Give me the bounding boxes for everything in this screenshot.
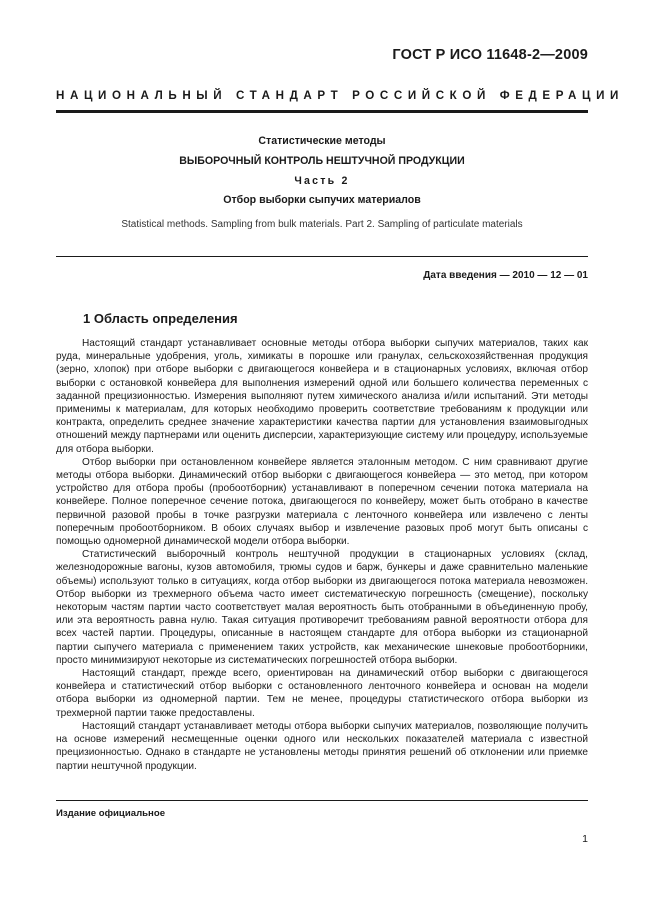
national-standard-banner: НАЦИОНАЛЬНЫЙ СТАНДАРТ РОССИЙСКОЙ ФЕДЕРАЦИИ	[56, 89, 624, 102]
title-divider	[56, 256, 588, 257]
english-title: Statistical methods. Sampling from bulk materials. Part 2. Sampling of particulate materials	[121, 219, 523, 230]
title-line-4: Отбор выборки сыпучих материалов	[223, 194, 421, 206]
introduction-date: Дата введения — 2010 — 12 — 01	[423, 270, 588, 281]
section-body	[56, 337, 588, 773]
paragraph: Отбор выборки при остановленном конвейере является эталонным методом. С ним сравнивают другие методы отбора выборки. Динамический отбор выборки с двигающегося конвейера — это метод, при котором устройство для отбора пробы (пробоотборник) устанавливают в поперечном сечении потока материала на конвейере. Полное поперечное сечение потока, двигающегося по конвейеру, может быть отобрано в качестве первичной разовой пробы в точке разгрузки материала с ленточного конвейера или извлечено с ленты поперечным пробоотборником. В обоих случаях выбор и извлечение разовых проб могут быть описаны с помощью одномерной динамической модели отбора выборки.	[56, 456, 588, 548]
footer-divider	[56, 800, 588, 801]
header-divider	[56, 110, 588, 113]
paragraph: Настоящий стандарт устанавливает основные методы отбора выборки сыпучих материалов, таких как руда, минеральные удобрения, уголь, химикаты в порошке или гранулах, сельскохозяйственная продукция (зерно, хлопок) при отборе выборки с двигающегося конвейера и в стационарных условиях, включая отбор выборки с остановкой конвейера для выполнения измерений одной или большего количества переменных с заданной прецизионностью. Измерения выполняют путем химического анализа и/или испытаний. Эти методы применимы к материалам, для которых необходимо проверить соответствие требованиям к продукции или контракта, определить среднее значение характеристики качества партии для установления взаимовыгодных отношений между партнерами или оценить дисперсии, характеризующие систему или процедуру, используемые для отбора выборки.	[56, 338, 588, 455]
title-line-1: Статистические методы	[258, 135, 386, 147]
title-part: Часть 2	[294, 175, 350, 187]
title-line-2: ВЫБОРОЧНЫЙ КОНТРОЛЬ НЕШТУЧНОЙ ПРОДУКЦИИ	[179, 155, 465, 167]
edition-label: Издание официальное	[56, 808, 166, 819]
page-number: 1	[582, 833, 588, 845]
paragraph: Настоящий стандарт, прежде всего, ориентирован на динамический отбор выборки с двигающегося конвейера и статистический отбор выборки с остановленного ленточного конвейера и основан на модели отбора выборки из одномерной партии. Тем не менее, процедуры статистического отбора выборки из трехмерной партии также предоставлены.	[56, 668, 588, 719]
document-code: ГОСТ Р ИСО 11648-2—2009	[392, 47, 588, 63]
section-heading: 1 Область определения	[83, 311, 238, 326]
paragraph: Статистический выборочный контроль нештучной продукции в стационарных условиях (склад, железнодорожные вагоны, кузов автомобиля, трюмы судов и барж, бункеры и даже сравнительно маленькие объемы) используют только в ситуациях, когда отбор выборки из двигающегося потока материала невозможен. Отбор выборки из трехмерного объема часто имеет систематическую погрешность (смещение), поскольку некоторым частям партии часто соответствует малая вероятность быть отобранными в объединенную пробу, или эта вероятность равна нулю. Такая ситуация противоречит требованиям равной вероятности отбора для всех частей партии. Процедуры, описанные в настоящем стандарте для отбора выборки из стационарной партии сыпучего материала с применением таких устройств, как механические шнековые пробоотборники, просто минимизируют некоторые из систематических погрешностей отбора выборки.	[56, 549, 588, 666]
paragraph: Настоящий стандарт устанавливает методы отбора выборки сыпучих материалов, позволяющие получить на основе измерений несмещенные оценки одного или нескольких показателей материала с известной прецизионностью. Однако в стандарте не установлены методы принятия решений об отклонении или приемке партии нештучной продукции.	[56, 720, 588, 772]
